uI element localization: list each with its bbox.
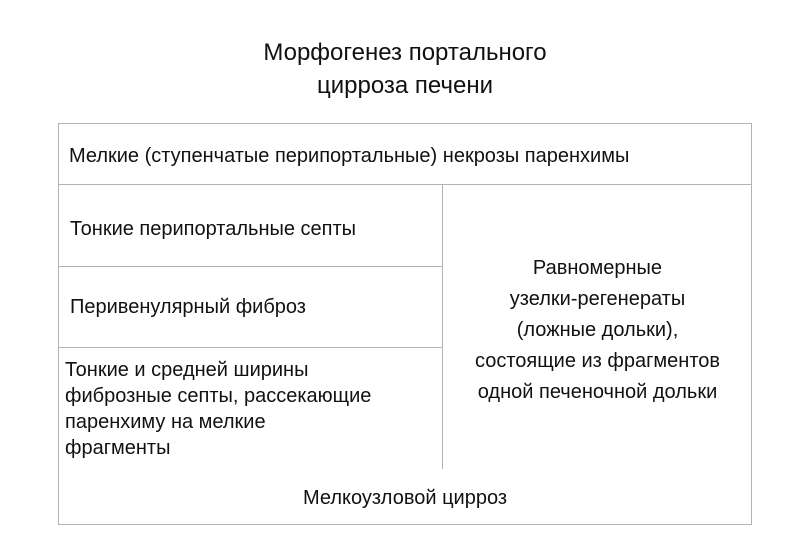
micronodular-cirrhosis: Мелкоузловой цирроз: [302, 487, 508, 509]
nodules-line-1: Равномерные: [532, 257, 663, 279]
title-line-2: цирроза печени: [316, 72, 493, 99]
row-fibrous-septa-line-1: Тонкие и средней ширины: [65, 359, 309, 381]
row-fibrous-septa-line-4: фрагменты: [65, 437, 171, 459]
row-fibrous-septa-line-3: паренхиму на мелкие: [65, 411, 266, 433]
page-title: [0, 36, 810, 102]
nodules-line-4: состоящие из фрагментов: [474, 350, 721, 372]
separator-after-row2: [58, 266, 442, 267]
row-thin-septa: Тонкие перипортальные септы: [70, 218, 357, 240]
regenerative-nodules-cell: [443, 253, 752, 408]
row-perivenular-fibrosis: Перивенулярный фиброз: [70, 296, 306, 318]
row-small-necroses: Мелкие (ступенчатые перипортальные) некрозы паренхимы: [69, 145, 630, 167]
morphogenesis-table: [58, 123, 752, 525]
frame-top-line: [58, 123, 752, 124]
row-fibrous-septa-line-2: фиброзные септы, рассекающие: [65, 385, 372, 407]
separator-after-row3: [58, 347, 442, 348]
row-fibrous-septa: [65, 357, 440, 461]
nodules-line-3: (ложные дольки),: [516, 319, 679, 341]
nodules-line-5: одной печеночной дольки: [477, 381, 718, 403]
nodules-line-2: узелки-регенераты: [509, 288, 686, 310]
title-line-1: Морфогенез портального: [263, 39, 547, 66]
separator-after-row1: [58, 184, 752, 185]
frame-bottom-line: [58, 524, 752, 525]
